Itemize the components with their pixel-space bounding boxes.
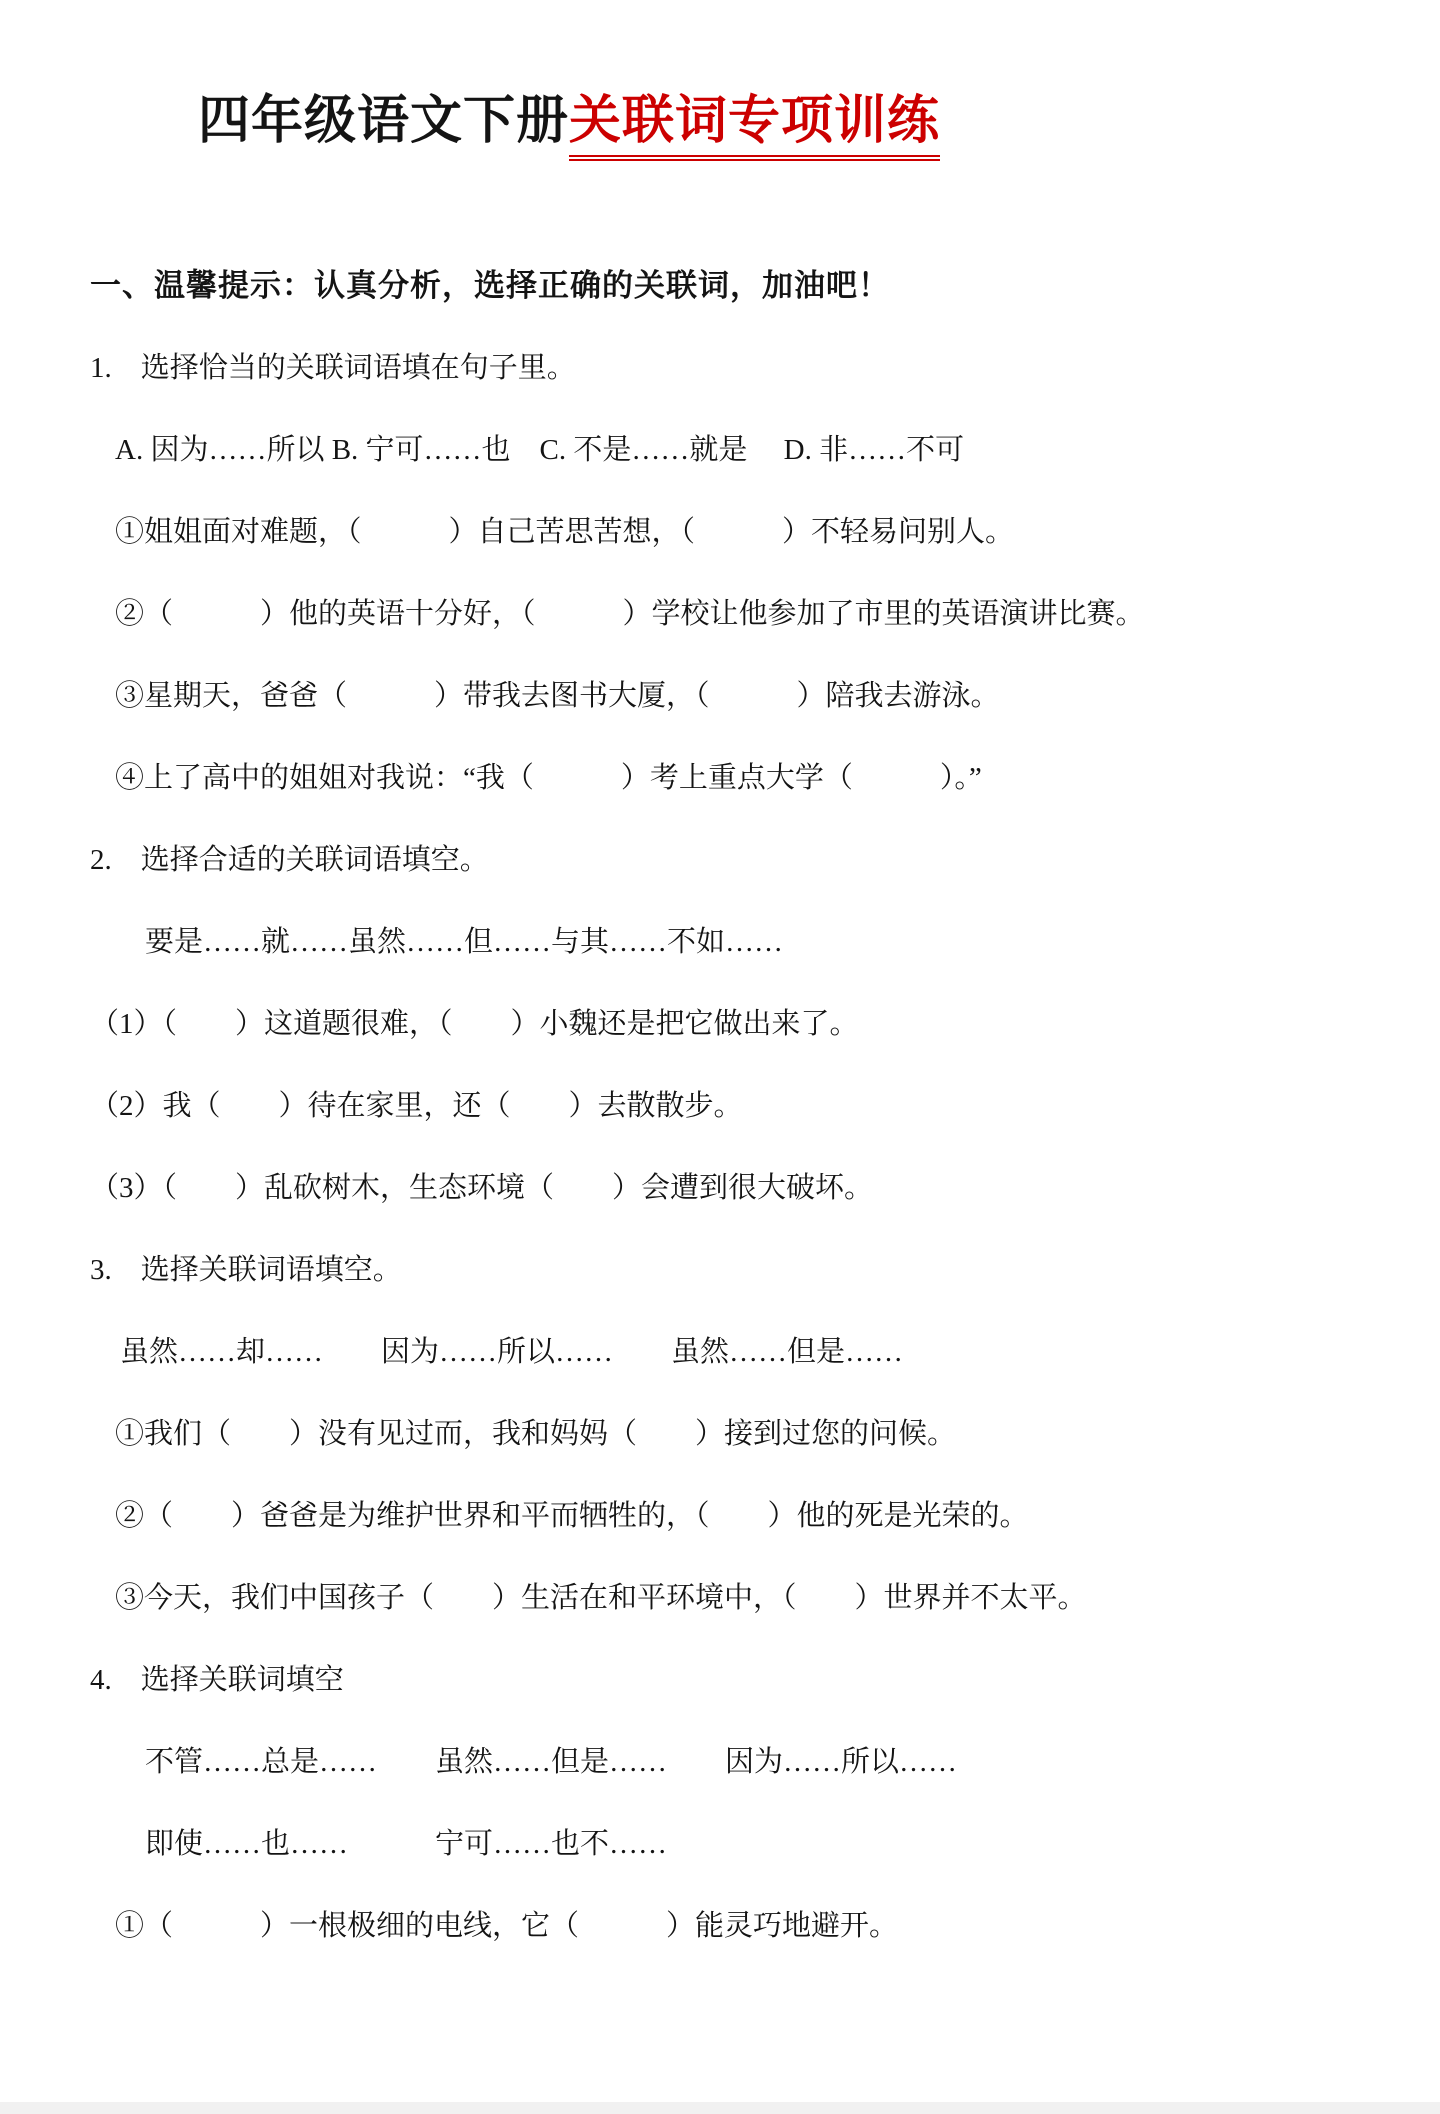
q1-item-4: ④上了高中的姐姐对我说：“我（ ）考上重点大学（ ）。”	[115, 762, 982, 794]
page-title-black: 四年级语文下册	[198, 93, 570, 150]
page-title-red-underlined: 关联词专项训练	[569, 93, 940, 161]
q2-options: 要是……就……虽然……但……与其……不如……	[145, 926, 784, 958]
q1-options: A. 因为……所以 B. 宁可……也 C. 不是……就是 D. 非……不可	[115, 434, 965, 466]
q2-stem: 2. 选择合适的关联词语填空。	[90, 844, 489, 876]
q3-item-1: ①我们（ ）没有见过而，我和妈妈（ ）接到过您的问候。	[115, 1418, 957, 1450]
q2-item-2: （2）我（ ）待在家里，还（ ）去散散步。	[90, 1090, 743, 1122]
q3-options: 虽然……却…… 因为……所以…… 虽然……但是……	[120, 1336, 904, 1368]
intro-heading: 一、温馨提示：认真分析，选择正确的关联词，加油吧！	[90, 268, 890, 303]
q1-item-2: ②（ ）他的英语十分好，（ ）学校让他参加了市里的英语演讲比赛。	[115, 598, 1145, 630]
worksheet-page	[0, 78, 1440, 2114]
q4-stem: 4. 选择关联词填空	[90, 1664, 344, 1696]
q1-stem: 1. 选择恰当的关联词语填在句子里。	[90, 352, 576, 384]
page-bottom-edge	[0, 2102, 1440, 2114]
q4-options-line-2: 即使……也…… 宁可……也不……	[145, 1828, 668, 1860]
page-title	[198, 78, 1440, 153]
q2-item-3: （3）（ ）乱砍树木，生态环境（ ）会遭到很大破坏。	[90, 1172, 874, 1204]
q2-item-1: （1）（ ）这道题很难，（ ）小魏还是把它做出来了。	[90, 1008, 859, 1040]
q4-options-line-1: 不管……总是…… 虽然……但是…… 因为……所以……	[145, 1746, 958, 1778]
q1-item-1: ①姐姐面对难题，（ ）自己苦思苦想，（ ）不轻易问别人。	[115, 516, 1015, 548]
q4-item-1: ①（ ）一根极细的电线，它（ ）能灵巧地避开。	[115, 1910, 899, 1942]
q3-item-2: ②（ ）爸爸是为维护世界和平而牺牲的，（ ）他的死是光荣的。	[115, 1500, 1029, 1532]
q3-item-3: ③今天，我们中国孩子（ ）生活在和平环境中，（ ）世界并不太平。	[115, 1582, 1087, 1614]
worksheet-body	[0, 245, 1440, 1967]
q1-item-3: ③星期天，爸爸（ ）带我去图书大厦，（ ）陪我去游泳。	[115, 680, 1000, 712]
q3-stem: 3. 选择关联词语填空。	[90, 1254, 402, 1286]
